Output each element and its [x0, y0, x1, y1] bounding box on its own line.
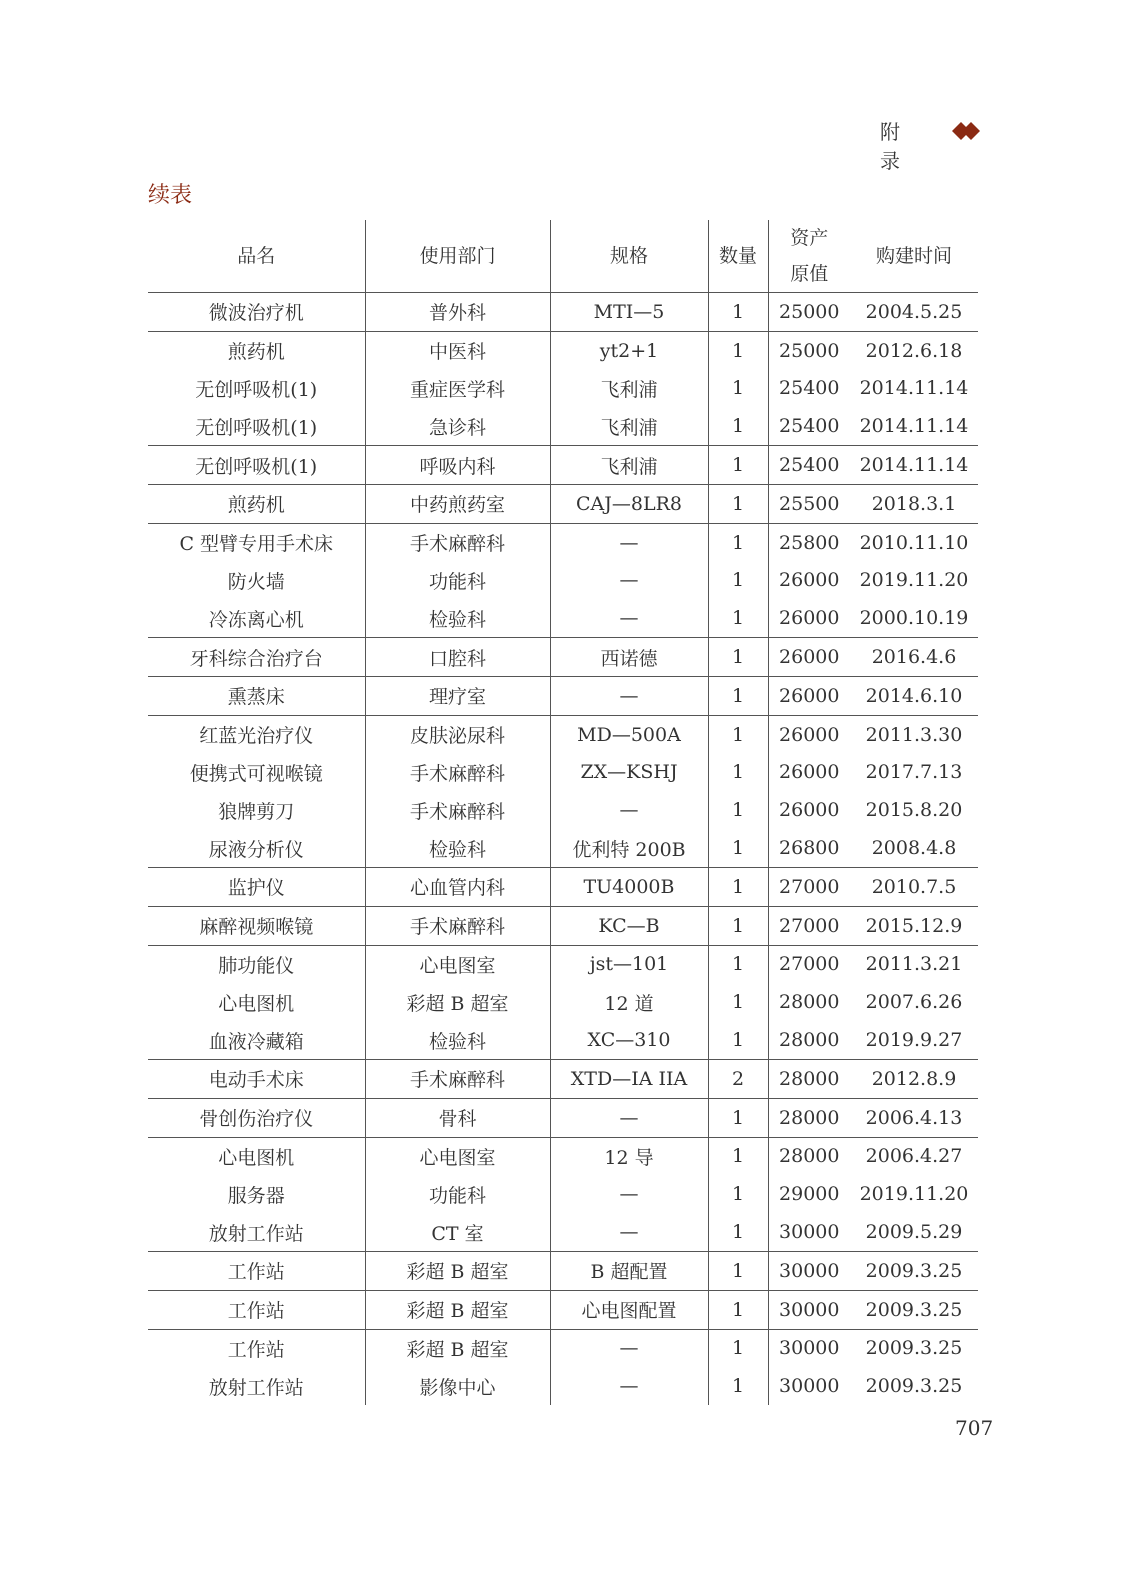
- cell-quantity: 1: [708, 370, 768, 408]
- cell-name: 工作站: [148, 1251, 365, 1290]
- cell-name: C 型臂专用手术床: [148, 523, 365, 561]
- cell-department: 彩超 B 超室: [365, 1251, 550, 1290]
- cell-asset-value: 30000: [779, 1375, 840, 1398]
- cell-quantity: 1: [708, 523, 768, 561]
- cell-name: 无创呼吸机(1): [148, 370, 365, 408]
- table-row: [148, 370, 978, 408]
- cell-spec: —: [550, 599, 708, 637]
- cell-spec: 飞利浦: [550, 407, 708, 445]
- cell-spec: —: [550, 562, 708, 600]
- cell-quantity: 1: [708, 1251, 768, 1290]
- cell-spec: —: [550, 676, 708, 715]
- cell-spec: 12 道: [550, 983, 708, 1021]
- cell-purchase-date: 2011.3.30: [865, 723, 963, 746]
- cell-purchase-date: 2018.3.1: [850, 484, 978, 523]
- cell-asset-value: 26000: [768, 676, 850, 715]
- running-header: [880, 116, 980, 173]
- table-row: [148, 906, 978, 945]
- cell-name: 防火墙: [148, 562, 365, 600]
- cell-quantity: 1: [708, 791, 768, 829]
- cell-purchase-date: 2006.4.13: [850, 1098, 978, 1137]
- cell-asset-value: 25000: [779, 339, 840, 362]
- cell-asset-value: 28000: [768, 1059, 850, 1098]
- cell-name: 监护仪: [148, 867, 365, 906]
- cell-purchase-date: 2015.12.9: [850, 906, 978, 945]
- cell-spec: 飞利浦: [550, 370, 708, 408]
- double-diamond-icon: [952, 118, 980, 144]
- cell-spec: B 超配置: [550, 1251, 708, 1290]
- cell-department: 心电图室: [365, 945, 550, 983]
- table-row: [148, 562, 978, 600]
- cell-name: 麻醉视频喉镜: [148, 906, 365, 945]
- cell-department: 影像中心: [365, 1367, 550, 1405]
- cell-name: 骨创伤治疗仪: [148, 1098, 365, 1137]
- cell-department: CT 室: [365, 1213, 550, 1251]
- cell-asset-value: 30000: [768, 1213, 850, 1251]
- cell-purchase-date: 2016.4.6: [850, 638, 978, 677]
- cell-purchase-date: 2015.8.20: [865, 799, 963, 822]
- cell-name: 狼牌剪刀: [148, 791, 365, 829]
- cell-name: 工作站: [148, 1329, 365, 1367]
- cell-quantity: 1: [708, 446, 768, 485]
- cell-asset-value: 26000: [768, 599, 850, 637]
- cell-spec: KC—B: [550, 906, 708, 945]
- cell-quantity: 1: [708, 715, 768, 753]
- cell-asset-value: 30000: [768, 1251, 850, 1290]
- table-row: [148, 1290, 978, 1329]
- cell-asset-value: 28000: [779, 1145, 840, 1168]
- cell-name: 放射工作站: [148, 1367, 365, 1405]
- table-row: [148, 715, 978, 753]
- cell-name: 无创呼吸机(1): [148, 407, 365, 445]
- table-row: [148, 1175, 978, 1213]
- cell-asset-value: 25000: [768, 293, 850, 332]
- cell-purchase-date: 2014.11.14: [850, 407, 978, 445]
- cell-quantity: 1: [708, 983, 768, 1021]
- cell-department: 中药煎药室: [365, 484, 550, 523]
- column-header-spec: 规格: [550, 220, 708, 293]
- cell-name: 煎药机: [148, 331, 365, 369]
- cell-asset-value: 25400: [768, 446, 850, 485]
- cell-purchase-date: 2008.4.8: [850, 829, 978, 867]
- table-row: [148, 1367, 978, 1405]
- cell-quantity: 1: [708, 676, 768, 715]
- table-row: [148, 676, 978, 715]
- cell-department: 急诊科: [365, 407, 550, 445]
- table-row: [148, 484, 978, 523]
- cell-asset-value: 30000: [768, 1290, 850, 1329]
- table-row: [148, 754, 978, 792]
- cell-spec: CAJ—8LR8: [550, 484, 708, 523]
- cell-quantity: 1: [708, 906, 768, 945]
- cell-spec: —: [550, 1367, 708, 1405]
- cell-department: 心电图室: [365, 1137, 550, 1175]
- cell-quantity: 1: [708, 484, 768, 523]
- cell-spec: —: [550, 1329, 708, 1367]
- cell-quantity: 1: [708, 1137, 768, 1175]
- cell-asset-value: 30000: [779, 1337, 840, 1360]
- table-body: [148, 293, 978, 1406]
- cell-asset-value: 26000: [779, 799, 840, 822]
- cell-asset-value: 28000: [768, 1021, 850, 1059]
- cell-name: 服务器: [148, 1175, 365, 1213]
- cell-department: 手术麻醉科: [365, 1059, 550, 1098]
- cell-purchase-date: 2000.10.19: [850, 599, 978, 637]
- table-row: [148, 1059, 978, 1098]
- cell-department: 彩超 B 超室: [365, 1290, 550, 1329]
- cell-name: 心电图机: [148, 983, 365, 1021]
- cell-asset-value: 25800: [779, 531, 840, 554]
- cell-purchase-date: 2007.6.26: [865, 991, 963, 1014]
- cell-spec: —: [550, 791, 708, 829]
- table-row: [148, 829, 978, 867]
- table-row: [148, 523, 978, 561]
- cell-name: 便携式可视喉镜: [148, 754, 365, 792]
- cell-department: 重症医学科: [365, 370, 550, 408]
- cell-name: 放射工作站: [148, 1213, 365, 1251]
- cell-purchase-date: 2014.11.14: [850, 446, 978, 485]
- page-number: 707: [955, 1416, 994, 1440]
- cell-purchase-date: 2009.3.25: [865, 1337, 963, 1360]
- cell-department: 手术麻醉科: [365, 906, 550, 945]
- cell-spec: jst—101: [550, 945, 708, 983]
- column-header-purchase-date: 购建时间: [850, 220, 978, 293]
- cell-purchase-date: 2012.8.9: [850, 1059, 978, 1098]
- cell-spec: MTI—5: [550, 293, 708, 332]
- cell-department: 手术麻醉科: [365, 754, 550, 792]
- cell-department: 功能科: [365, 562, 550, 600]
- cell-quantity: 1: [708, 1329, 768, 1367]
- cell-quantity: 1: [708, 867, 768, 906]
- cell-spec: XTD—IA IIA: [550, 1059, 708, 1098]
- table-row: [148, 791, 978, 829]
- table-row: [148, 1329, 978, 1367]
- cell-purchase-date: 2014.6.10: [850, 676, 978, 715]
- cell-purchase-date: 2006.4.27: [865, 1145, 963, 1168]
- cell-quantity: 1: [708, 754, 768, 792]
- cell-quantity: 1: [708, 1290, 768, 1329]
- cell-quantity: 1: [708, 1367, 768, 1405]
- cell-purchase-date: 2009.3.25: [865, 1375, 963, 1398]
- cell-department: 功能科: [365, 1175, 550, 1213]
- cell-asset-value: 29000: [779, 1183, 840, 1206]
- cell-purchase-date: 2010.11.10: [859, 531, 969, 554]
- cell-quantity: 1: [708, 599, 768, 637]
- table-row: [148, 1251, 978, 1290]
- cell-quantity: 1: [708, 1021, 768, 1059]
- cell-purchase-date: 2017.7.13: [865, 761, 963, 784]
- table-row: [148, 293, 978, 332]
- cell-quantity: 1: [708, 293, 768, 332]
- cell-department: 骨科: [365, 1098, 550, 1137]
- cell-asset-value: 28000: [779, 991, 840, 1014]
- cell-spec: ZX—KSHJ: [550, 754, 708, 792]
- cell-purchase-date: 2009.5.29: [850, 1213, 978, 1251]
- cell-department: 检验科: [365, 599, 550, 637]
- cell-spec: —: [550, 1213, 708, 1251]
- column-header-quantity: 数量: [708, 220, 768, 293]
- cell-department: 口腔科: [365, 638, 550, 677]
- table-header-row: [148, 220, 978, 293]
- cell-asset-value: 26000: [779, 569, 840, 592]
- cell-department: 检验科: [365, 829, 550, 867]
- cell-quantity: 1: [708, 562, 768, 600]
- table-row: [148, 446, 978, 485]
- cell-department: 彩超 B 超室: [365, 983, 550, 1021]
- cell-name: 血液冷藏箱: [148, 1021, 365, 1059]
- cell-quantity: 1: [708, 1213, 768, 1251]
- cell-quantity: 1: [708, 407, 768, 445]
- table-row: [148, 1098, 978, 1137]
- cell-spec: —: [550, 1098, 708, 1137]
- cell-asset-value: 27000: [779, 953, 840, 976]
- cell-spec: TU4000B: [550, 867, 708, 906]
- cell-name: 工作站: [148, 1290, 365, 1329]
- cell-name: 无创呼吸机(1): [148, 446, 365, 485]
- cell-purchase-date: 2019.11.20: [859, 1183, 969, 1206]
- column-header-department: 使用部门: [365, 220, 550, 293]
- cell-department: 理疗室: [365, 676, 550, 715]
- cell-name: 尿液分析仪: [148, 829, 365, 867]
- table-row: [148, 945, 978, 983]
- cell-spec: 飞利浦: [550, 446, 708, 485]
- cell-quantity: 1: [708, 1175, 768, 1213]
- cell-name: 冷冻离心机: [148, 599, 365, 637]
- cell-name: 熏蒸床: [148, 676, 365, 715]
- cell-spec: XC—310: [550, 1021, 708, 1059]
- cell-department: 彩超 B 超室: [365, 1329, 550, 1367]
- cell-quantity: 1: [708, 638, 768, 677]
- cell-purchase-date: 2004.5.25: [850, 293, 978, 332]
- table-row: [148, 867, 978, 906]
- cell-asset-value: 25400: [768, 407, 850, 445]
- cell-spec: MD—500A: [550, 715, 708, 753]
- cell-asset-value: 26000: [768, 638, 850, 677]
- cell-department: 手术麻醉科: [365, 523, 550, 561]
- cell-asset-value: 25500: [768, 484, 850, 523]
- cell-spec: —: [550, 523, 708, 561]
- cell-spec: yt2+1: [550, 331, 708, 369]
- equipment-table: [148, 220, 978, 1405]
- cell-asset-value: 26000: [779, 761, 840, 784]
- cell-department: 普外科: [365, 293, 550, 332]
- cell-spec: 西诺德: [550, 638, 708, 677]
- cell-quantity: 2: [708, 1059, 768, 1098]
- cell-asset-value: 26800: [768, 829, 850, 867]
- cell-quantity: 1: [708, 1098, 768, 1137]
- cell-department: 皮肤泌尿科: [365, 715, 550, 753]
- cell-spec: 优利特 200B: [550, 829, 708, 867]
- cell-name: 牙科综合治疗台: [148, 638, 365, 677]
- cell-asset-value: 25400: [779, 377, 840, 400]
- cell-asset-value: 27000: [768, 867, 850, 906]
- column-header-name: 品名: [148, 220, 365, 293]
- cell-spec: 12 导: [550, 1137, 708, 1175]
- cell-name: 红蓝光治疗仪: [148, 715, 365, 753]
- cell-department: 呼吸内科: [365, 446, 550, 485]
- cell-quantity: 1: [708, 945, 768, 983]
- cell-purchase-date: 2009.3.25: [850, 1251, 978, 1290]
- cell-purchase-date: 2019.11.20: [859, 569, 969, 592]
- table-row: [148, 407, 978, 445]
- table-row: [148, 1137, 978, 1175]
- cell-department: 中医科: [365, 331, 550, 369]
- cell-asset-value: 28000: [768, 1098, 850, 1137]
- table-row: [148, 331, 978, 369]
- cell-department: 心血管内科: [365, 867, 550, 906]
- table-row: [148, 1213, 978, 1251]
- table-row: [148, 638, 978, 677]
- cell-purchase-date: 2014.11.14: [859, 377, 969, 400]
- cell-name: 煎药机: [148, 484, 365, 523]
- cell-department: 检验科: [365, 1021, 550, 1059]
- cell-purchase-date: 2010.7.5: [850, 867, 978, 906]
- continued-label: 续表: [148, 183, 193, 208]
- table-row: [148, 599, 978, 637]
- cell-name: 微波治疗机: [148, 293, 365, 332]
- cell-purchase-date: 2012.6.18: [865, 339, 963, 362]
- cell-quantity: 1: [708, 829, 768, 867]
- cell-asset-value: 26000: [779, 723, 840, 746]
- cell-name: 电动手术床: [148, 1059, 365, 1098]
- column-header-asset-value: 资产 原值: [768, 220, 850, 293]
- cell-purchase-date: 2011.3.21: [865, 953, 963, 976]
- cell-purchase-date: 2009.3.25: [850, 1290, 978, 1329]
- cell-quantity: 1: [708, 331, 768, 369]
- table-row: [148, 983, 978, 1021]
- cell-asset-value: 27000: [768, 906, 850, 945]
- cell-spec: 心电图配置: [550, 1290, 708, 1329]
- cell-spec: —: [550, 1175, 708, 1213]
- cell-name: 心电图机: [148, 1137, 365, 1175]
- cell-department: 手术麻醉科: [365, 791, 550, 829]
- cell-purchase-date: 2019.9.27: [850, 1021, 978, 1059]
- table-row: [148, 1021, 978, 1059]
- cell-name: 肺功能仪: [148, 945, 365, 983]
- section-label: 附 录: [880, 120, 922, 173]
